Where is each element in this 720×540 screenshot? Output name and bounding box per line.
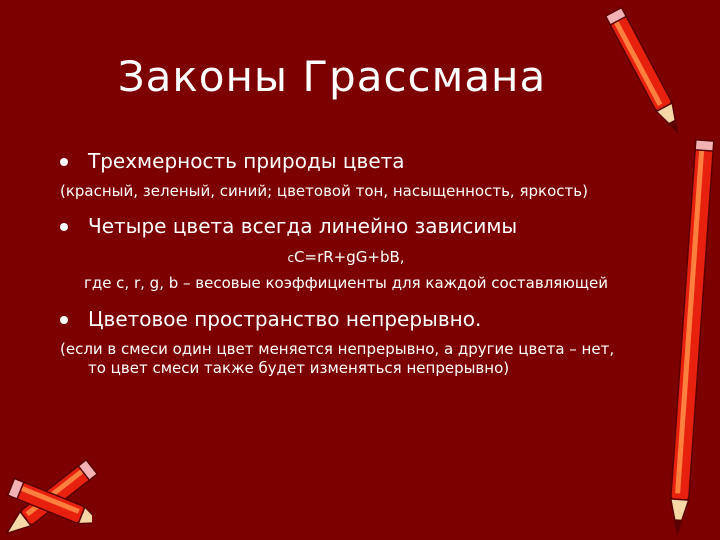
formula-description: где c, r, g, b – весовые коэффициенты для каждой составляющей (83, 274, 609, 292)
bullet-item-3 (60, 306, 632, 332)
bullet-item-1 (60, 148, 632, 174)
pencil-icon (664, 138, 720, 540)
formula-prefix: c (287, 251, 295, 265)
bullet-note: (красный, зеленый, синий; цветовой тон, насыщенность, яркость) (60, 182, 588, 200)
bullet-dot-icon (60, 158, 68, 166)
bullet-text: Четыре цвета всегда линейно зависимы (88, 214, 518, 238)
slide-content (60, 148, 632, 390)
formula-expression: C=rR+gG+bB, (294, 248, 405, 266)
bullet-item-2 (60, 213, 632, 239)
bullet-dot-icon (60, 316, 68, 324)
bullet-text: Цветовое пространство непрерывно. (88, 307, 482, 331)
pencil-icon (0, 462, 92, 540)
formula (60, 247, 632, 268)
bullet-dot-icon (60, 223, 68, 231)
bullet-text: Трехмерность природы цвета (88, 149, 405, 173)
pencil-icon (598, 2, 694, 148)
slide-title: Законы Грассмана (117, 52, 547, 101)
bullet-note: (если в смеси один цвет меняется непрерывно, а другие цвета – нет, то цвет смеси также будет изменяться непрерывно) (60, 340, 615, 377)
